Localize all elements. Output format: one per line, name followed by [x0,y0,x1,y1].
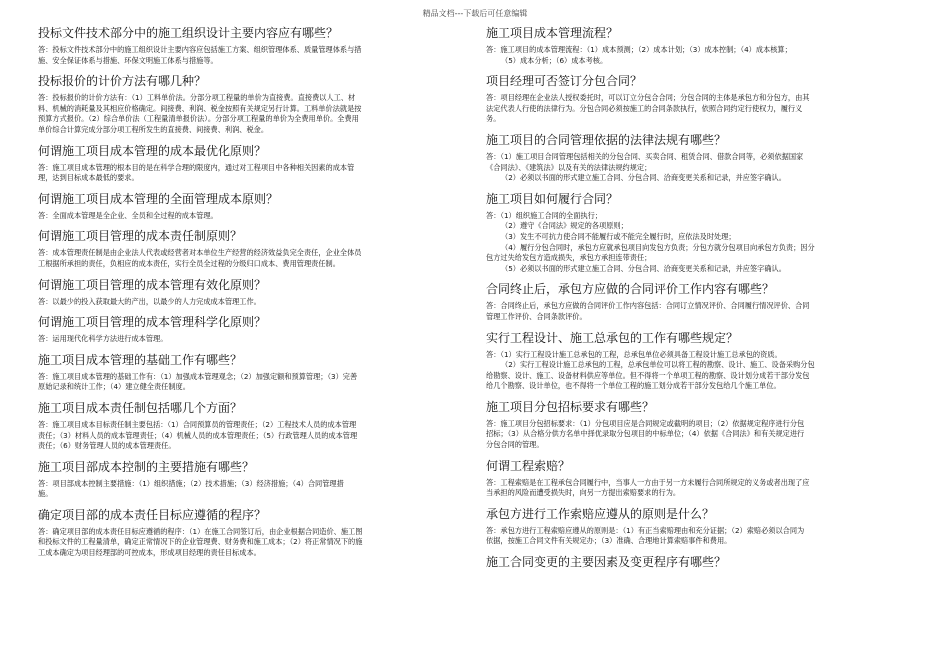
answer-line: 管理工作评价、合同条款评价。 [486,311,587,321]
answer-line: 工根据所承担的责任，负相应的成本责任，实行全员全过程的分级归口成本、费用管理责任制。 [38,258,340,268]
question-heading: 实行工程设计、施工总承包的工作有哪些规定？ [486,330,739,345]
question-heading: 何谓施工项目成本管理的全面管理成本原则？ [38,191,279,206]
answer-line: 预算方式报价。（2）综合单价法（工程量清单报价法）。分部分项工程量的单价为全费用单价。全费用 [38,114,359,124]
answer-line: 原始记录和统计工作；（4）建立健全责任制度。 [38,382,190,392]
answer-line: 理，达到目标成本最低的要求。 [38,173,139,183]
qa-item [38,351,442,393]
answer-text [486,419,882,451]
qa-item [38,276,442,308]
question-heading: 合同终止后，承包方应做的合同评价工作内容有哪些？ [486,282,775,297]
answer-text [38,163,442,184]
answer-line: 责任；（6）财务管理人员的成本管理责任。 [38,441,176,451]
qa-item [486,24,882,66]
answer-line: （5）成本分析；（6）成本考核。 [501,55,608,65]
question-heading: 何谓施工项目管理的成本责任制原则？ [38,229,243,244]
question-heading: 何谓施工项目管理的成本管理有效化原则？ [38,277,267,292]
answer-line: 工成本确定为项目经理部的可控成本，形成项目经理的责任目标成本。 [38,548,261,558]
qa-item [486,131,882,184]
answer-line: （2）必须以书面的形式建立施工合同、分包合同、洽商变更关系和记录，并应签字确认。 [501,173,786,183]
answer-text [38,420,442,452]
answer-text [38,211,442,222]
qa-item [38,458,442,500]
answer-line: 答：施工项目成本管理的根本目的是在科学合理的限度内，通过对工程项目中各种相关因素的成本管 [38,162,355,172]
answer-line: 法定代表人行使的法律行为。分包合同必须按施工的合同条款执行，依照合同约定行使权力，履行义 [486,103,803,113]
answer-line: 答：成本管理责任制是由企业法人代表或经营者对本单位生产经营的经济效益负完全责任，企业全体员 [38,248,362,258]
answer-line: 答：承包方进行工程索赔应遵从的原则是：（1）有正当索赔理由和充分证据；（2）索赔必须以合同为 [486,525,805,535]
qa-item [38,399,442,452]
answer-text [38,248,442,269]
answer-line: 答：施工项目分包招标要求：（1）分包项目应是合同规定或截明的项目；（2）依据规定程序进行分包 [486,418,805,428]
answer-line: 包方过失给发包方造成损失，承包方承担连带责任； [486,253,652,263]
answer-line: 答：运用现代化科学方法进行成本管理。 [38,334,168,344]
answer-line: 答：工程索赔是在工程承包合同履行中，当事人一方由于另一方未履行合同所规定的义务或者出现了应 [486,477,810,487]
answer-line: 单价综合计算完成分部分项工程所发生的直接费、间接费、利润、税金。 [38,124,269,134]
answer-line: 和投标文件的工程量清单，确定正常情况下的企业管理费、财务费和施工成本；（2）将正常情况下的施 [38,537,363,547]
answer-line: 《合同法》、《建筑法》以及有关的法律法规约规定； [486,162,652,172]
qa-item [38,142,442,184]
qa-item [38,227,442,269]
answer-line: 招标；（3）从合格分供方名单中择优录取分包项目的中标单位；（4）依据《合同法》和有关规定进行 [486,429,805,439]
answer-line: 答：确定项目部的成本责任目标应遵循的程序：（1）在施工合同签订后，由企业根据合同造价、施工图 [38,526,363,536]
question-heading: 施工项目如何履行合同？ [486,191,619,206]
question-heading: 项目经理可否签订分包合同？ [486,74,643,89]
qa-item [486,398,882,451]
question-heading: 施工项目部成本控制的主要措施有哪些？ [38,459,255,474]
qa-item [486,280,882,322]
answer-line: 答：合同终止后，承包方应做的合同评价工作内容包括：合同订立情况评价、合同履行情况评价、合同 [486,301,810,311]
answer-line: 答：（1）施工项目合同管理包括相关的分包合同、买卖合同、租赁合同、借款合同等，必须依据国家 [486,151,804,161]
answer-line: 务。 [486,114,501,124]
answer-line: （2）遵守《合同法》规定的各项原则； [501,221,628,231]
answer-line: （2）实行工程设计施工总承包的工程，总承包单位可以将工程的勘察、设计、施工、设备采购分包 [501,360,815,370]
qa-item [38,24,442,66]
answer-line: （5）必须以书面的形式建立施工合同、分包合同、洽商变更关系和记录，并应签字确认。 [501,263,786,273]
answer-line: 给几个勘察、设计单位，也不得将一个单位工程的施工划分成若干部分发包给几个施工单位。 [486,381,781,391]
qa-item [38,313,442,345]
question-heading: 投标文件技术部分中的施工组织设计主要内容应有哪些？ [38,26,339,40]
answer-line: 答：施工项目成本管理的基础工作有：（1）加强成本管理观念；（2）加强定额和预算管理；（3）完善 [38,371,358,381]
answer-text [486,93,882,125]
question-heading: 施工项目的合同管理依据的法律法规有哪些？ [486,132,727,147]
answer-text [486,301,882,322]
answer-text [486,152,882,184]
qa-item [486,505,882,547]
qa-item [486,72,882,125]
answer-line: 答：投标文件技术部分中的施工组织设计主要内容应包括施工方案、组织管理体系、质量管理体系与措 [38,45,362,54]
page-header: 精品文档---下载后可任意编辑 [422,9,528,18]
question-heading: 确定项目部的成本责任目标应遵循的程序？ [38,507,267,522]
answer-line: 答：（1）实行工程设计施工总承包的工程，总承包单位必须具备工程设计施工总承包的资质。 [486,349,782,359]
answer-text [486,478,882,499]
answer-line: 答：项目经理在企业法人授权委托时，可以订立分包合合同；分包合同的主体是承包方和分包方，由其 [486,93,810,103]
qa-item [486,190,882,275]
answer-line: 答：施工项目成本目标责任制主要包括：（1）合同预算员的管理责任；（2）工程技术人员的成本管理 [38,419,357,429]
left-column [38,24,442,565]
answer-line: 答：施工项目的成本管理流程：（1）成本预测；（2）成本计划；（3）成本控制；（4）成本核算； [486,45,792,54]
question-heading: 何谓施工项目成本管理的成本最优化原则？ [38,143,267,158]
answer-text [38,45,442,66]
question-heading: 施工合同变更的主要因素及变更程序有哪些？ [486,555,727,570]
question-heading: 何谓工程索赔？ [486,458,571,473]
question-heading: 投标报价的计价方法有哪几种？ [38,74,207,89]
qa-item [38,506,442,559]
qa-item [38,190,442,222]
answer-text [38,297,442,308]
answer-text [38,334,442,345]
answer-line: 答：以最少的投入获取最大的产出，以最少的人力完成成本管理工作。 [38,296,261,306]
answer-text [38,372,442,393]
answer-line: 施、安全保证体系与措施、环保文明施工体系与措施等。 [38,55,218,65]
question-heading: 施工项目成本管理的基础工作有哪些？ [38,352,243,367]
answer-line: 依据，按施工合同文件有关规定办；（3）准确、合理地计算索赔事件和费用。 [486,536,732,546]
answer-line: 施。 [38,489,53,499]
answer-line: 当承担的风险而遭受损失时，向另一方提出索赔要求的行为。 [486,488,681,498]
question-heading: 施工项目成本管理流程？ [486,26,619,40]
qa-item [486,553,882,571]
answer-text [486,350,882,392]
answer-line: 答：投标报价的计价方法有：（1）工料单价法。分部分项工程量的单价为直接费。直接费以人工、材 [38,93,356,103]
question-heading: 施工项目成本责任制包括哪几个方面？ [38,400,243,415]
answer-text [38,479,442,500]
right-column [486,24,882,577]
answer-line: （4）履行分包合同时，承包方应就承包项目向发包方负责；分包方就分包项目向承包方负责；因分 [501,242,815,252]
answer-line: 答：（1）组织施工合同的全面执行； [486,210,602,220]
qa-item [486,329,882,392]
answer-line: 分包合同的管理。 [486,440,544,450]
answer-line: 料、机械的消耗量及其相应价格确定。间接费、利润、税金按照有关规定另行计算。工料单价法就是按 [38,103,362,113]
question-heading: 施工项目分包招标要求有哪些？ [486,399,655,414]
answer-line: 给勘察、设计、施工、设备材料供应等单位。但不得将一个单项工程的勘察、设计划分成若干部分发包 [486,370,810,380]
answer-text [38,93,442,135]
question-heading: 何谓施工项目管理的成本管理科学化原则？ [38,315,267,330]
qa-item [486,457,882,499]
answer-line: 责任；（3）材料人员的成本管理责任；（4）机械人员的成本管理责任；（5）行政管理人员的成本管理 [38,430,358,440]
answer-text [486,526,882,547]
answer-line: （3）发生不可抗力使合同不能履行或不能完全履行时，应依法及时处理； [501,231,736,241]
question-heading: 承包方进行工作索赔应遵从的原则是什么？ [486,506,715,521]
answer-line: 答：全面成本管理是全企业、全员和全过程的成本管理。 [38,210,218,220]
answer-line: 答：项目部成本控制主要措施：（1）组织措施；（2）技术措施；（3）经济措施；（4）合同管理措 [38,478,344,488]
answer-text [486,211,882,275]
answer-text [38,527,442,559]
answer-text [486,45,882,66]
qa-item [38,72,442,135]
